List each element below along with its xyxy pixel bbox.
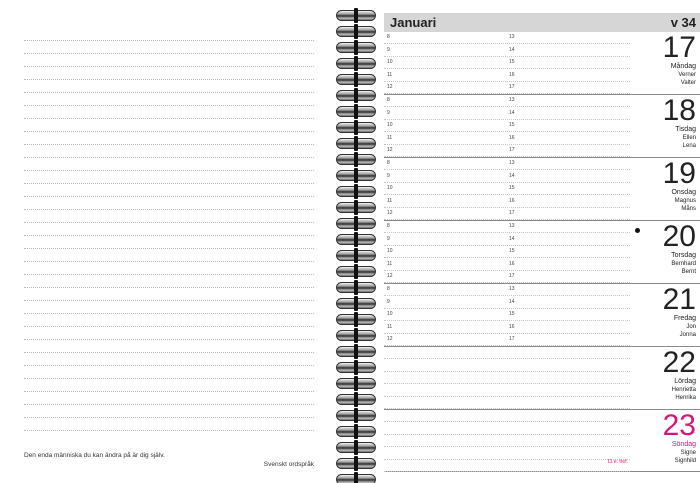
- spiral-ring: [336, 410, 376, 422]
- name-day-1: Henrietta: [671, 387, 696, 393]
- note-line[interactable]: [24, 105, 314, 106]
- spiral-ring: [336, 314, 376, 326]
- time-slot[interactable]: [384, 45, 630, 57]
- day-number: 23: [662, 409, 696, 442]
- name-day-2: Måns: [681, 206, 696, 212]
- note-line[interactable]: [24, 183, 314, 184]
- hour-label: 10: [387, 311, 393, 317]
- day-number: 21: [662, 283, 696, 316]
- hour-label: 16: [509, 71, 515, 78]
- quote-text: Den enda människa du kan ändra på är dig själv.: [24, 452, 165, 459]
- time-slot[interactable]: [384, 360, 630, 372]
- spiral-ring: [336, 474, 376, 483]
- spiral-ring: [336, 250, 376, 262]
- hour-label: 16: [509, 197, 515, 204]
- hour-label: 16: [509, 323, 515, 330]
- hour-label: 14: [509, 235, 515, 242]
- spiral-ring: [336, 378, 376, 390]
- spiral-ring: [336, 58, 376, 70]
- hour-label: 17: [509, 273, 515, 279]
- day-block-wednesday[interactable]: [384, 158, 700, 221]
- note-line[interactable]: [24, 404, 314, 405]
- spiral-ring: [336, 282, 376, 294]
- spiral-ring: [336, 90, 376, 102]
- name-day-1: Verner: [678, 72, 696, 78]
- note-line[interactable]: [24, 339, 314, 340]
- hour-label: 17: [509, 147, 515, 153]
- spiral-ring: [336, 186, 376, 198]
- day-name: Fredag: [673, 315, 696, 322]
- day-name: Tisdag: [675, 126, 696, 133]
- day-name: Lördag: [674, 378, 696, 385]
- hour-label: 16: [509, 134, 515, 141]
- hour-label: 10: [387, 59, 393, 65]
- quote-source: Svenskt ordspråk: [263, 461, 314, 468]
- hour-label: 13: [509, 160, 515, 166]
- hour-label: 12: [387, 210, 393, 216]
- hour-label: 11: [387, 323, 393, 330]
- spiral-ring: [336, 298, 376, 310]
- note-line[interactable]: [24, 430, 314, 431]
- hour-label: 13: [509, 97, 515, 103]
- hour-label: 11: [387, 134, 393, 141]
- hour-label: 15: [509, 59, 515, 65]
- hour-label: 10: [387, 122, 393, 128]
- name-day-1: Bernhard: [671, 261, 696, 267]
- time-slot[interactable]: [384, 385, 630, 397]
- name-day-1: Jon: [686, 324, 696, 330]
- note-line[interactable]: [24, 53, 314, 54]
- time-slot[interactable]: [384, 423, 630, 435]
- note-line[interactable]: [24, 40, 314, 41]
- week-page: [382, 0, 700, 483]
- spiral-ring: [336, 362, 376, 374]
- time-slot[interactable]: [384, 108, 630, 120]
- spiral-ring: [336, 154, 376, 166]
- time-slot[interactable]: [384, 410, 630, 422]
- time-slot[interactable]: [384, 309, 630, 321]
- note-line[interactable]: [24, 92, 314, 93]
- time-slot[interactable]: [384, 284, 630, 296]
- note-line[interactable]: [24, 365, 314, 366]
- time-slot[interactable]: [384, 208, 630, 220]
- month-title: Januari: [390, 15, 437, 30]
- note-line[interactable]: [24, 196, 314, 197]
- time-slot[interactable]: [384, 460, 630, 472]
- time-slot[interactable]: [384, 145, 630, 157]
- time-slot[interactable]: [384, 57, 630, 69]
- time-slot[interactable]: [384, 70, 630, 82]
- name-day-2: Henrika: [675, 395, 696, 401]
- day-number: 20: [662, 220, 696, 253]
- hour-label: 12: [387, 84, 393, 90]
- hour-label: 9: [387, 298, 390, 305]
- note-line[interactable]: [24, 157, 314, 158]
- spiral-ring: [336, 170, 376, 182]
- note-line[interactable]: [24, 300, 314, 301]
- hour-label: 14: [509, 109, 515, 116]
- hour-label: 15: [509, 185, 515, 191]
- hour-label: 9: [387, 109, 390, 116]
- hour-label: 14: [509, 298, 515, 305]
- time-slot[interactable]: [384, 322, 630, 334]
- hour-label: 11: [387, 260, 393, 267]
- spiral-ring: [336, 426, 376, 438]
- hour-label: 10: [387, 185, 393, 191]
- time-slot[interactable]: [384, 183, 630, 195]
- sunday-note: 11 e. tref.: [607, 459, 628, 465]
- day-block-tuesday[interactable]: [384, 95, 700, 158]
- today-marker-icon: [635, 228, 640, 233]
- day-number: 22: [662, 346, 696, 379]
- day-name: Onsdag: [671, 189, 696, 196]
- name-day-1: Signe: [680, 450, 696, 456]
- spiral-ring: [336, 346, 376, 358]
- time-slot[interactable]: [384, 246, 630, 258]
- day-block-saturday[interactable]: [384, 347, 700, 410]
- hour-label: 11: [387, 71, 393, 78]
- note-line[interactable]: [24, 235, 314, 236]
- note-line[interactable]: [24, 391, 314, 392]
- note-line[interactable]: [24, 313, 314, 314]
- day-number: 17: [662, 31, 696, 64]
- hour-label: 12: [387, 336, 393, 342]
- spiral-ring: [336, 202, 376, 214]
- time-slot[interactable]: [384, 435, 630, 447]
- note-line[interactable]: [24, 378, 314, 379]
- hour-label: 14: [509, 172, 515, 179]
- time-slot[interactable]: [384, 221, 630, 233]
- note-line[interactable]: [24, 66, 314, 67]
- note-line[interactable]: [24, 287, 314, 288]
- time-slot[interactable]: [384, 95, 630, 107]
- time-slot[interactable]: [384, 259, 630, 271]
- note-line[interactable]: [24, 248, 314, 249]
- hour-label: 12: [387, 147, 393, 153]
- time-slot[interactable]: [384, 297, 630, 309]
- spiral-ring: [336, 218, 376, 230]
- time-slot[interactable]: [384, 196, 630, 208]
- hour-label: 17: [509, 336, 515, 342]
- spiral-ring: [336, 42, 376, 54]
- note-line[interactable]: [24, 326, 314, 327]
- name-day-1: Ellen: [682, 135, 696, 141]
- name-day-1: Magnus: [674, 198, 696, 204]
- hour-label: 15: [509, 122, 515, 128]
- time-slot[interactable]: [384, 397, 630, 409]
- name-day-2: Valter: [680, 80, 696, 86]
- hour-label: 13: [509, 223, 515, 229]
- spiral-ring: [336, 330, 376, 342]
- hour-label: 8: [387, 286, 390, 292]
- spiral-ring: [336, 458, 376, 470]
- day-block-friday[interactable]: [384, 284, 700, 347]
- hour-label: 8: [387, 223, 390, 229]
- hour-label: 17: [509, 210, 515, 216]
- time-slot[interactable]: [384, 271, 630, 283]
- hour-label: 9: [387, 172, 390, 179]
- time-slot[interactable]: [384, 82, 630, 94]
- note-line[interactable]: [24, 261, 314, 262]
- hour-label: 8: [387, 34, 390, 40]
- time-slot[interactable]: [384, 234, 630, 246]
- note-line[interactable]: [24, 131, 314, 132]
- hour-label: 14: [509, 46, 515, 53]
- spiral-ring: [336, 74, 376, 86]
- hour-label: 16: [509, 260, 515, 267]
- name-day-2: Lena: [682, 143, 696, 149]
- day-number: 19: [662, 157, 696, 190]
- time-slot[interactable]: [384, 133, 630, 145]
- time-slot[interactable]: [384, 32, 630, 44]
- day-name: Torsdag: [671, 252, 696, 259]
- day-name: Måndag: [670, 63, 696, 70]
- hour-label: 15: [509, 248, 515, 254]
- note-line[interactable]: [24, 170, 314, 171]
- spiral-ring: [336, 234, 376, 246]
- time-slot[interactable]: [384, 448, 630, 460]
- name-day-2: Signhild: [674, 458, 696, 464]
- hour-label: 13: [509, 286, 515, 292]
- note-line[interactable]: [24, 274, 314, 275]
- month-header: [384, 13, 700, 32]
- hour-label: 13: [509, 34, 515, 40]
- day-number: 18: [662, 94, 696, 127]
- note-line[interactable]: [24, 417, 314, 418]
- time-slot[interactable]: [384, 334, 630, 346]
- name-day-2: Jonna: [679, 332, 696, 338]
- hour-label: 9: [387, 235, 390, 242]
- time-slot[interactable]: [384, 171, 630, 183]
- hour-label: 12: [387, 273, 393, 279]
- hour-label: 15: [509, 311, 515, 317]
- note-line[interactable]: [24, 352, 314, 353]
- time-slot[interactable]: [384, 347, 630, 359]
- note-line[interactable]: [24, 222, 314, 223]
- spiral-ring: [336, 442, 376, 454]
- spiral-ring: [336, 138, 376, 150]
- hour-label: 17: [509, 84, 515, 90]
- spiral-ring: [336, 26, 376, 38]
- time-slot[interactable]: [384, 158, 630, 170]
- spiral-binding: [332, 0, 380, 483]
- name-day-2: Bernt: [681, 269, 696, 275]
- spiral-ring: [336, 394, 376, 406]
- hour-label: 8: [387, 97, 390, 103]
- hour-label: 8: [387, 160, 390, 166]
- note-line[interactable]: [24, 144, 314, 145]
- spiral-ring: [336, 106, 376, 118]
- day-name: Söndag: [671, 441, 696, 448]
- note-line[interactable]: [24, 209, 314, 210]
- hour-label: 9: [387, 46, 390, 53]
- spiral-ring: [336, 266, 376, 278]
- week-number: v 34: [670, 15, 696, 30]
- time-slot[interactable]: [384, 372, 630, 384]
- spiral-ring: [336, 122, 376, 134]
- time-slot[interactable]: [384, 120, 630, 132]
- spiral-ring: [336, 10, 376, 22]
- hour-label: 10: [387, 248, 393, 254]
- day-block-thursday[interactable]: [384, 221, 700, 284]
- notes-page: [0, 0, 328, 483]
- note-line[interactable]: [24, 118, 314, 119]
- day-block-monday[interactable]: [384, 32, 700, 95]
- day-block-sunday[interactable]: [384, 410, 700, 472]
- note-line[interactable]: [24, 79, 314, 80]
- hour-label: 11: [387, 197, 393, 204]
